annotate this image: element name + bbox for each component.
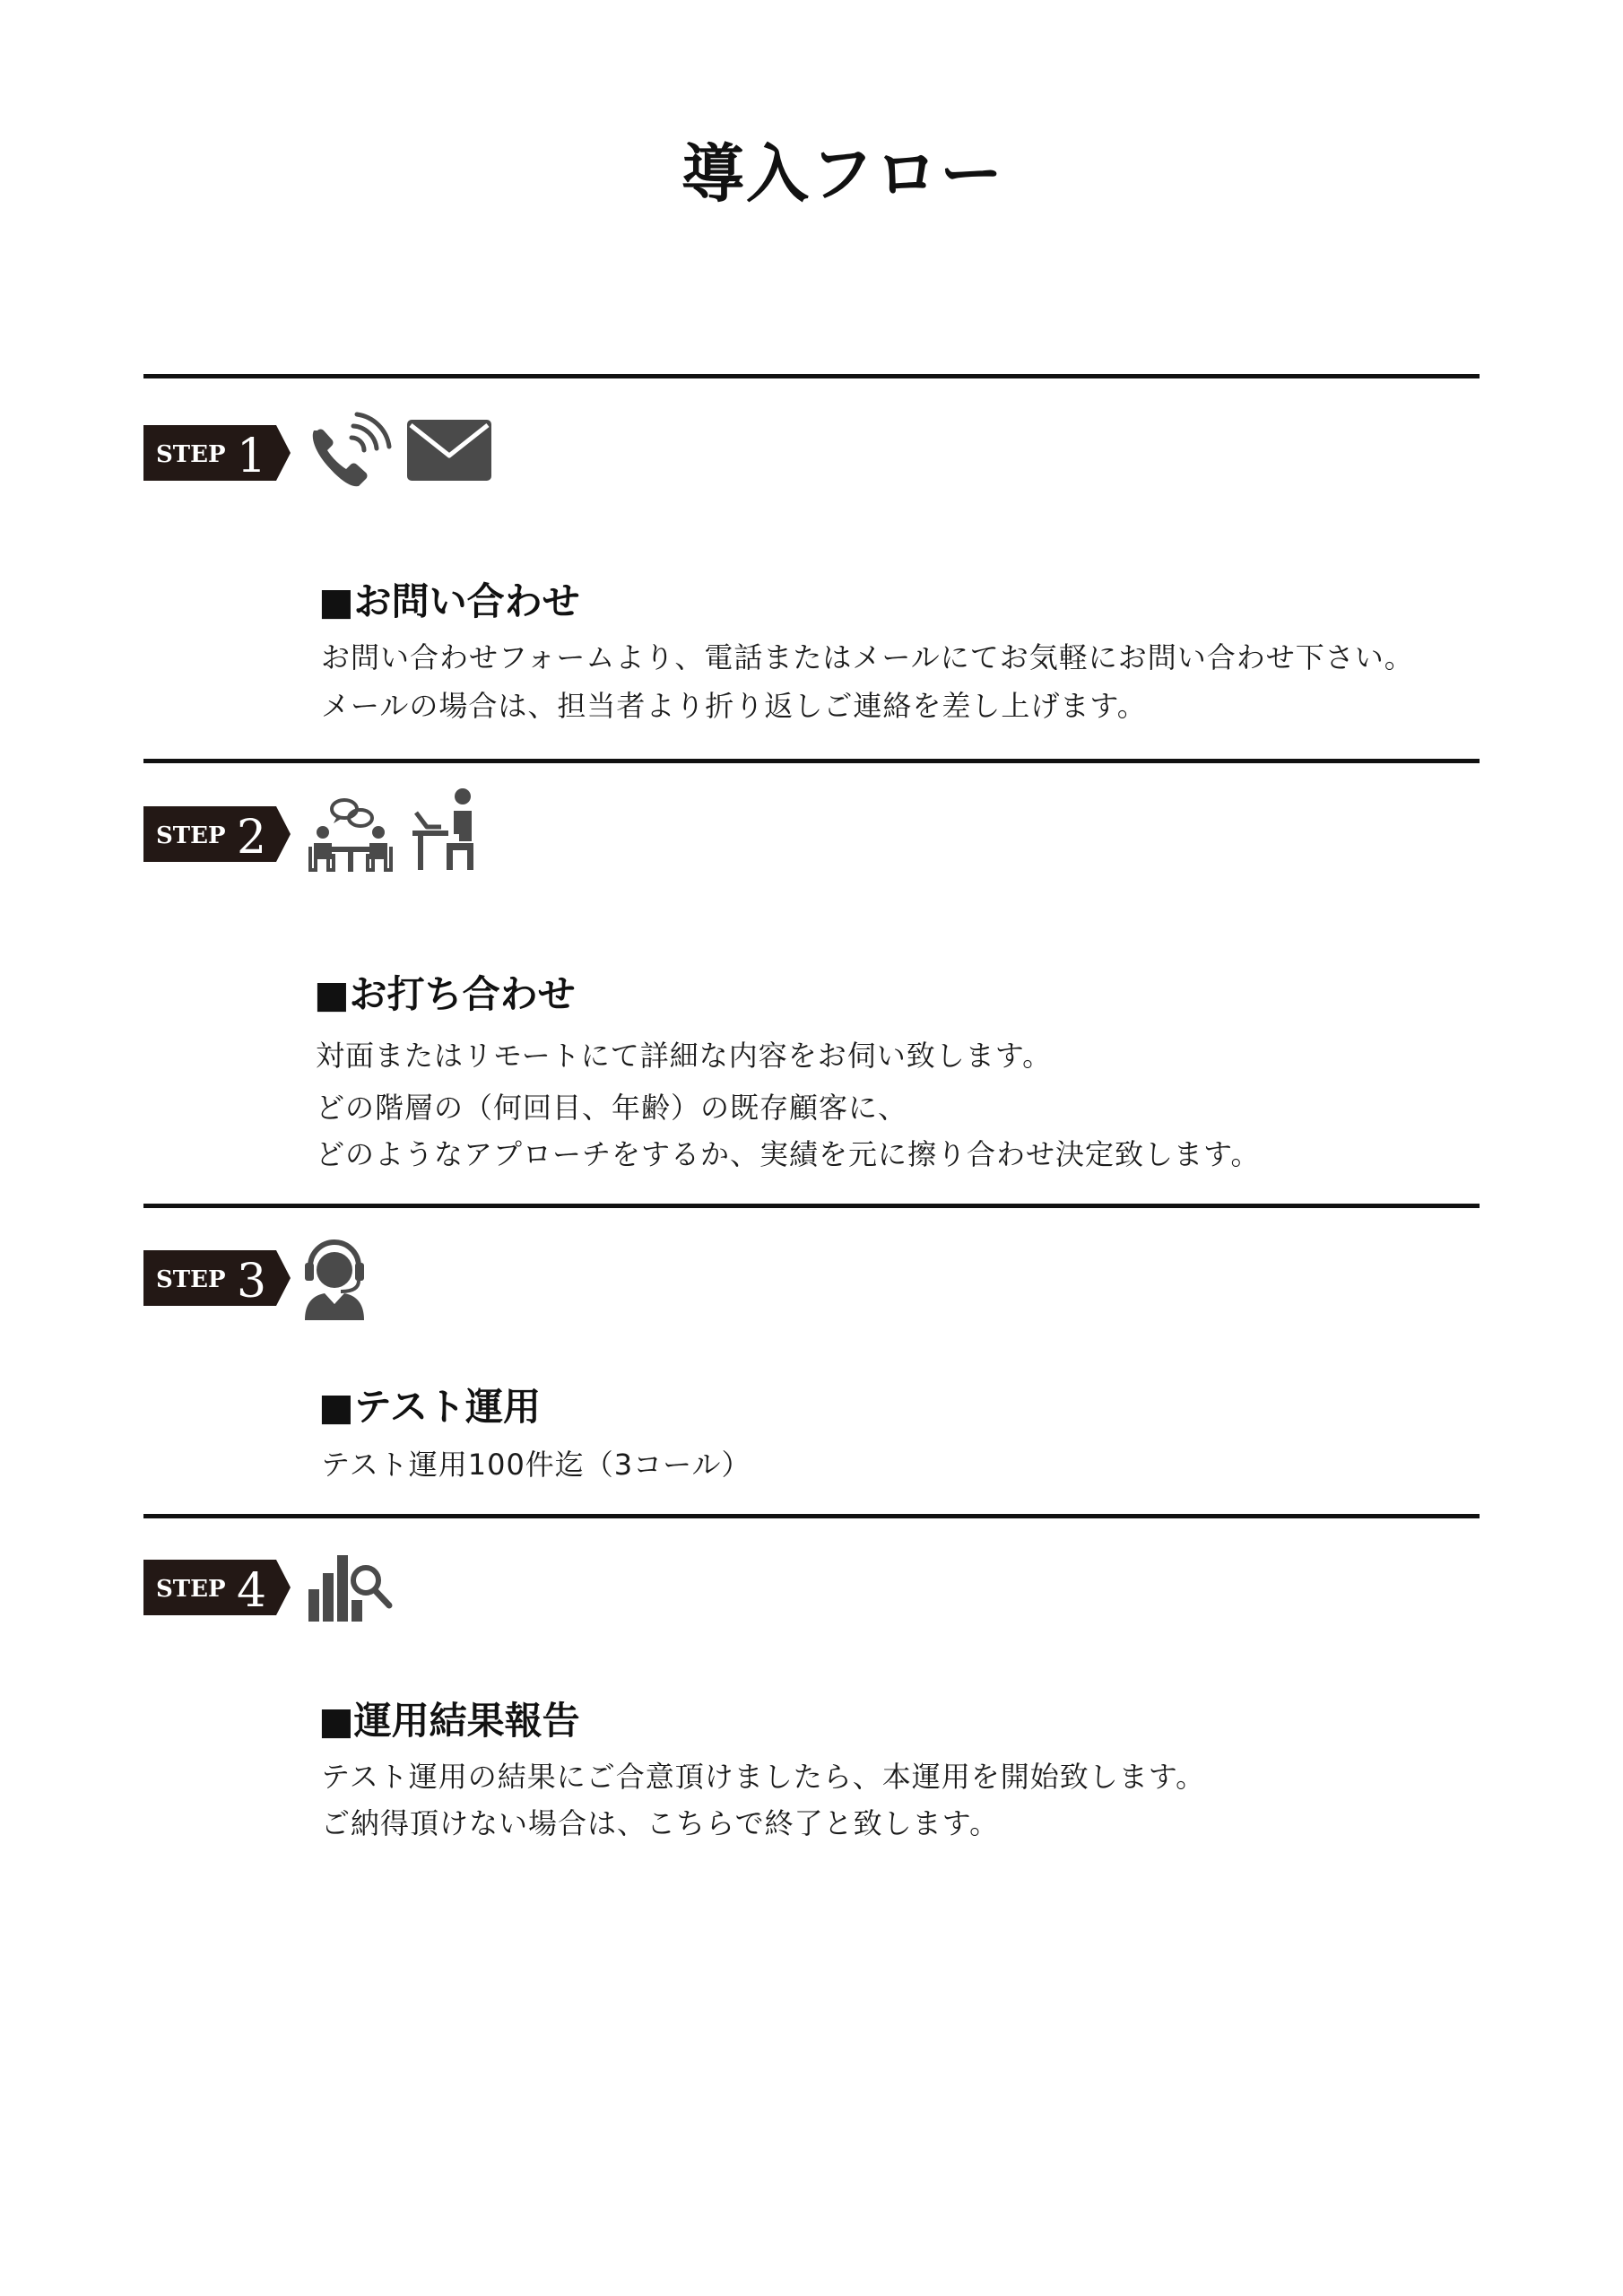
body-text-line: 対面またはリモートにて詳細な内容をお伺い致します。 bbox=[316, 1039, 1053, 1073]
chart-search-icon bbox=[308, 1550, 393, 1622]
section-heading: ■お打ち合わせ bbox=[314, 972, 576, 1016]
body-text-line: テスト運用100件迄（3コール） bbox=[321, 1448, 751, 1482]
step-badge-word: STEP bbox=[156, 441, 226, 468]
meeting-icon bbox=[308, 796, 393, 874]
body-text-line: テスト運用の結果にご合意頂けましたら、本運用を開始致します。 bbox=[321, 1760, 1206, 1794]
body-text-line: どのようなアプローチをするか、実績を元に擦り合わせ決定致します。 bbox=[316, 1137, 1261, 1171]
body-text-line: メールの場合は、担当者より折り返しご連絡を差し上げます。 bbox=[321, 689, 1147, 723]
step-badge-word: STEP bbox=[156, 1576, 226, 1603]
section-divider bbox=[143, 1204, 1480, 1208]
step-badge-number: 2 bbox=[237, 811, 267, 862]
step-badge-3 bbox=[143, 1250, 292, 1306]
step-badge-number: 1 bbox=[237, 430, 267, 481]
step-badge-2 bbox=[143, 806, 292, 862]
section-divider bbox=[143, 1514, 1480, 1518]
section-heading: ■テスト運用 bbox=[318, 1385, 542, 1429]
section-divider bbox=[143, 759, 1480, 763]
step-badge-number: 4 bbox=[237, 1564, 267, 1615]
headset-operator-icon bbox=[301, 1236, 368, 1320]
section-divider bbox=[143, 374, 1480, 378]
body-text-line: どの階層の（何回目、年齢）の既存顧客に、 bbox=[316, 1091, 908, 1125]
step-badge-1 bbox=[143, 425, 292, 481]
remote-meeting-icon bbox=[411, 786, 484, 872]
step-badge-number: 3 bbox=[237, 1255, 267, 1306]
step-badge-word: STEP bbox=[156, 822, 226, 849]
page-title: 導入フロー bbox=[681, 137, 1004, 211]
section-heading: ■運用結果報告 bbox=[318, 1699, 580, 1743]
phone-icon bbox=[307, 411, 393, 493]
section-heading: ■お問い合わせ bbox=[318, 579, 580, 623]
step-badge-4 bbox=[143, 1560, 292, 1615]
body-text-line: お問い合わせフォームより、電話またはメールにてお気軽にお問い合わせ下さい。 bbox=[321, 640, 1414, 674]
mail-icon bbox=[407, 420, 491, 481]
step-badge-word: STEP bbox=[156, 1266, 226, 1293]
body-text-line: ご納得頂けない場合は、こちらで終了と致します。 bbox=[321, 1806, 1000, 1840]
